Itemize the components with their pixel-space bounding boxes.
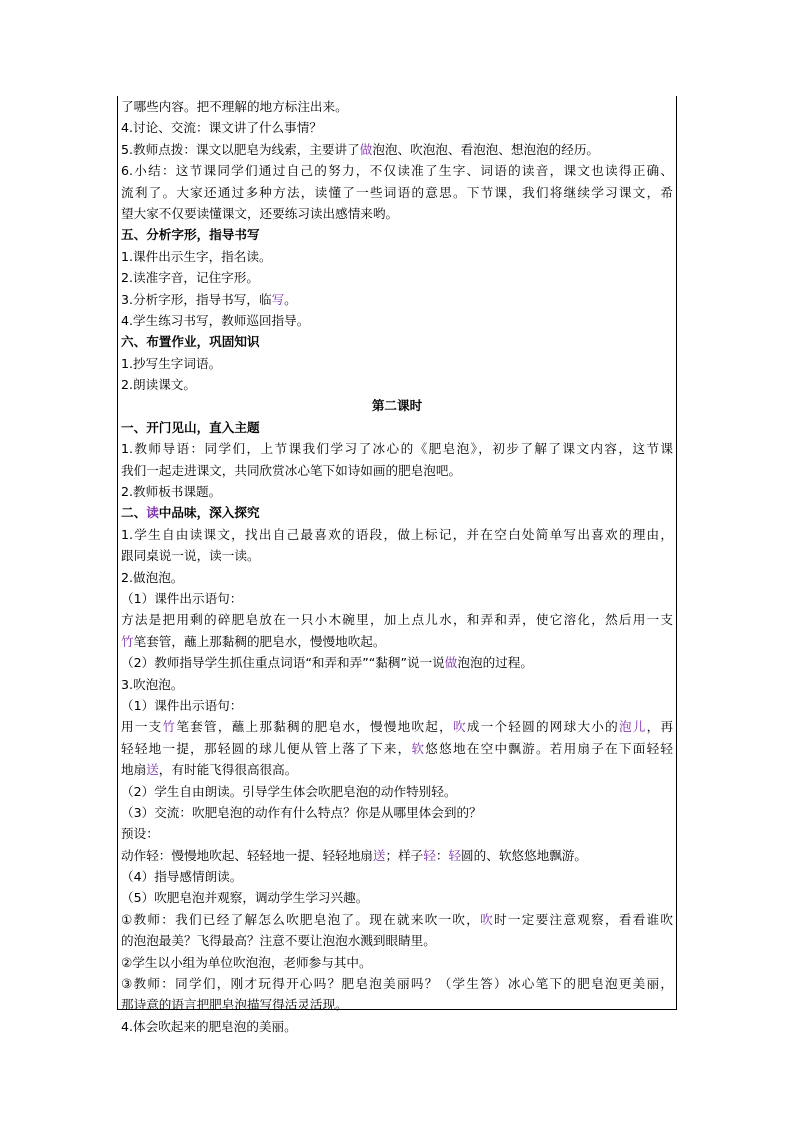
text-line: 了哪些内容。把不理解的地方标注出来。	[121, 99, 348, 114]
text-line: 4.体会吹起来的肥皂泡的美丽。	[121, 1018, 297, 1034]
text-line: 6.小结：这节课同学们通过自己的努力，不仅读准了生字、词语的读音，课文也读得正确、	[121, 163, 673, 179]
lesson-plan-cell	[117, 96, 677, 1034]
text-line: ③教师：同学们，刚才玩得开心吗？肥皂泡美丽吗？（学生答）冰心笔下的肥皂泡更美丽，	[121, 976, 673, 992]
text-line: 跟同桌说一说，读一读。	[121, 548, 260, 564]
text-line: 2.教师板书课题。	[121, 484, 222, 500]
text-line: （2）学生自由朗读。引导学生体会吹肥皂泡的动作特别轻。	[121, 783, 457, 799]
text-line: 方法是把用剩的碎肥皂放在一只小木碗里，加上点儿水，和弄和弄，使它溶化，然后用一支	[121, 612, 673, 628]
text-line: 预设：	[121, 826, 159, 842]
text-line: 2.做泡泡。	[121, 569, 184, 585]
text-line: 望大家不仅要读懂课文，还要练习读出感情来哟。	[121, 205, 399, 221]
text-line: 2.朗读课文。	[121, 377, 196, 393]
section-heading: 二、读中品味，深入探究	[121, 505, 260, 521]
text-line: 4.学生练习书写，教师巡回指导。	[121, 312, 310, 328]
text-line: （1）课件出示语句：	[121, 590, 243, 606]
text-line: 竹笔套管，蘸上那黏稠的肥皂水，慢慢地吹起。	[121, 633, 386, 649]
text-line: 1.学生自由读课文，找出自己最喜欢的语段，做上标记，并在空白处简单写出喜欢的理由，	[121, 526, 673, 542]
text-line: 地扇送，有时能飞得很高很高。	[121, 762, 298, 778]
text-line: ②学生以小组为单位吹泡泡，老师参与其中。	[121, 954, 372, 970]
text-line: 1.抄写生字词语。	[121, 355, 222, 371]
text-line: 4.讨论、交流：课文讲了什么事情？	[121, 120, 322, 136]
text-line: 用一支竹笔套管，蘸上那黏稠的肥皂水，慢慢地吹起，吹成一个轻圆的网球大小的泡儿，再	[121, 719, 673, 735]
text-line: （4）指导感情朗读。	[121, 869, 243, 885]
section-heading: 六、布置作业，巩固知识	[121, 334, 260, 350]
text-line: （5）吹肥皂泡并观察，调动学生学习兴趣。	[121, 890, 369, 906]
text-line: 1.教师导语：同学们，上节课我们学习了冰心的《肥皂泡》，初步了解了课文内容，这节课	[121, 441, 673, 457]
text-line: 那诗意的语言把肥皂泡描写得活灵活现。	[121, 997, 348, 1013]
text-line: 5.教师点拨：课文以肥皂为线索，主要讲了做泡泡、吹泡泡、看泡泡、想泡泡的经历。	[121, 141, 599, 157]
text-line: ①教师：我们已经了解怎么吹肥皂泡了。现在就来吹一吹，吹时一定要注意观察，看看谁吹	[121, 911, 673, 927]
text-line: 1.课件出示生字，指名读。	[121, 248, 272, 264]
text-line: 动作轻：慢慢地吹起、轻轻地一提、轻轻地扇送；样子轻：轻圆的、软悠悠地飘游。	[121, 847, 587, 863]
text-line: 轻轻地一提，那轻圆的球儿便从管上落了下来，软悠悠地在空中飘游。若用扇子在下面轻轻	[121, 740, 673, 756]
text-line: 的泡泡最美？飞得最高？注意不要让泡泡水溅到眼睛里。	[121, 933, 436, 949]
text-line: （2）教师指导学生抓住重点词语“和弄和弄”“黏稠”说一说做泡泡的过程。	[121, 655, 533, 671]
section-heading: 一、开门见山，直入主题	[121, 419, 260, 435]
text-line: 我们一起走进课文，共同欣赏冰心笔下如诗如画的肥皂泡吧。	[121, 462, 462, 478]
text-line: 2.读准字音，记住字形。	[121, 270, 259, 286]
text-line: （1）课件出示语句：	[121, 697, 243, 713]
section-heading: 五、分析字形，指导书写	[121, 227, 260, 243]
period-title: 第二课时	[371, 398, 423, 414]
text-line: 3.吹泡泡。	[121, 676, 184, 692]
text-line: 流利了。大家还通过多种方法，读懂了一些词语的意思。下节课，我们将继续学习课文，希	[121, 184, 673, 200]
text-line: （3）交流：吹肥皂泡的动作有什么特点？你是从哪里体会到的？	[121, 804, 482, 820]
text-line: 3.分析字形，指导书写，临写。	[121, 291, 297, 307]
